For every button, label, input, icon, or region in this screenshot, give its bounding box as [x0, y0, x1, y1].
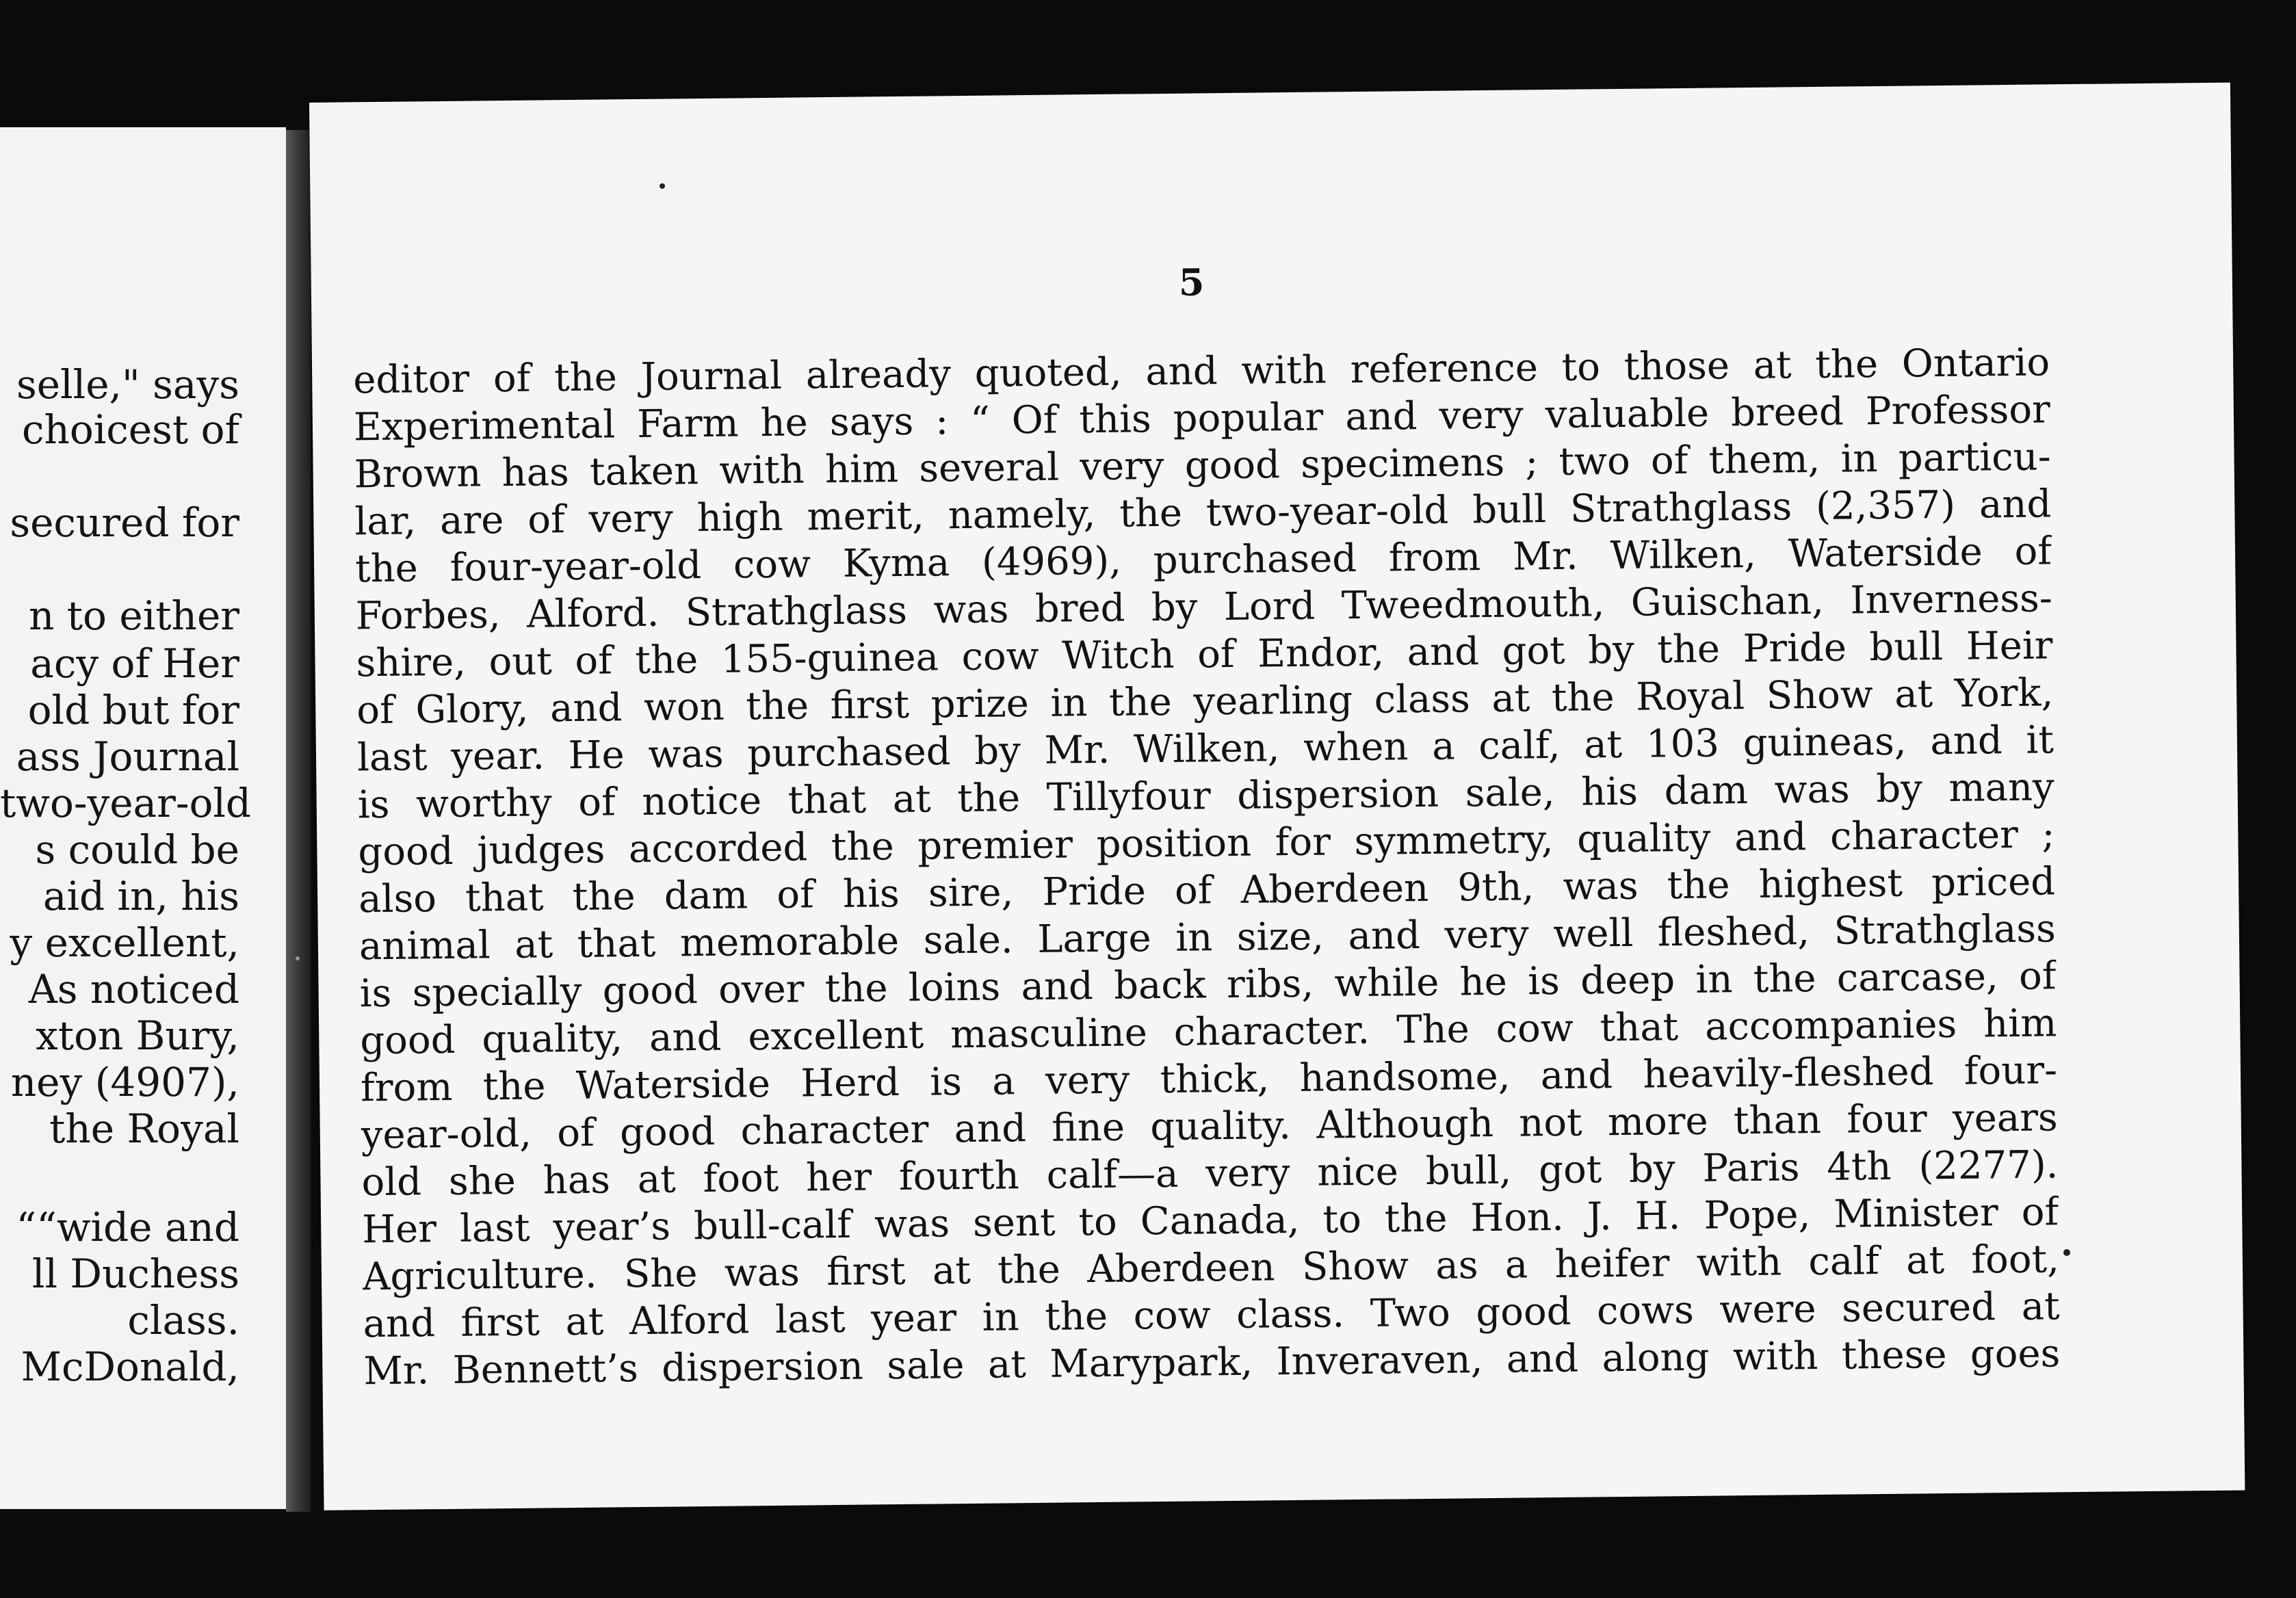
- scan-speck: [660, 183, 665, 189]
- left-line: ney (4907),: [10, 1059, 239, 1105]
- left-line: class.: [127, 1297, 239, 1344]
- left-line: ll Duchess: [31, 1250, 239, 1297]
- text-line: shire, out of the 155-guinea cow Witch of Endor, and got by the Pride bull Heir: [356, 623, 2053, 686]
- text-line: Agriculture. She was first at the Aberdeen Show as a heifer with calf at foot,: [362, 1237, 2060, 1300]
- scan-speck: [2063, 1249, 2070, 1256]
- right-page: [309, 83, 2245, 1510]
- text-line: lar, are of very high merit, namely, the two-year-old bull Strathglass (2,357) and: [354, 482, 2052, 545]
- left-line: n to either: [28, 592, 239, 639]
- text-line: is specially good over the loins and back ribs, while he is deep in the carcase, of: [359, 954, 2057, 1017]
- text-line: Her last year’s bull-calf was sent to Canada, to the Hon. J. H. Pope, Minister of: [361, 1190, 2059, 1253]
- text-line: editor of the Journal already quoted, and with reference to those at the Ontario: [352, 340, 2050, 403]
- left-line: aid in, his: [42, 873, 239, 919]
- left-line: selle," says: [16, 361, 239, 408]
- left-line: the Royal: [49, 1105, 239, 1152]
- left-line: old but for: [27, 687, 239, 733]
- text-line: of Glory, and won the first prize in the yearling class at the Royal Show at York,: [356, 670, 2054, 733]
- text-line: Experimental Farm he says : “ Of this popular and very valuable breed Professor: [353, 387, 2051, 450]
- body-text: [353, 339, 2061, 1395]
- text-line: from the Waterside Herd is a very thick, handsome, and heavily-fleshed four-: [360, 1048, 2058, 1111]
- text-line: Brown has taken with him several very good specimens ; two of them, in particu-: [354, 434, 2051, 497]
- text-line: Mr. Bennett’s dispersion sale at Marypark, Inveraven, and along with these goes: [363, 1331, 2061, 1394]
- scan-speck: [296, 956, 300, 960]
- text-line: old she has at foot her fourth calf—a very nice bull, got by Paris 4th (2277).: [361, 1142, 2059, 1205]
- left-line: ass Journal: [16, 733, 239, 780]
- text-line: animal at that memorable sale. Large in size, and very well fleshed, Strathglass: [358, 906, 2057, 969]
- text-line: Forbes, Alford. Strathglass was bred by Lord Tweedmouth, Guischan, Inverness-: [355, 576, 2053, 639]
- left-line: ““wide and: [16, 1204, 239, 1250]
- text-line: good quality, and excellent masculine character. The cow that accompanies him: [360, 1001, 2057, 1064]
- left-line: xton Bury,: [36, 1012, 239, 1059]
- left-line: choicest of: [21, 406, 239, 453]
- text-line: is worthy of notice that at the Tillyfour dispersion sale, his dam was by many: [357, 765, 2054, 828]
- text-line: last year. He was purchased by Mr. Wilken, when a calf, at 103 guineas, and it: [356, 718, 2054, 781]
- text-line: good judges accorded the premier position for symmetry, quality and character ;: [358, 812, 2055, 875]
- text-line: and first at Alford last year in the cow class. Two good cows were secured at: [363, 1284, 2060, 1347]
- left-line: s could be: [35, 826, 239, 873]
- left-line: y excellent,: [10, 919, 239, 966]
- left-line: As noticed: [28, 966, 239, 1012]
- text-line: year-old, of good character and fine quality. Although not more than four years: [361, 1095, 2059, 1158]
- left-line: two-year-old: [0, 780, 252, 826]
- book-gutter: [286, 130, 311, 1512]
- left-line: McDonald,: [21, 1344, 239, 1390]
- left-line: secured for: [10, 499, 239, 546]
- text-line: also that the dam of his sire, Pride of Aberdeen 9th, was the highest priced: [358, 859, 2056, 922]
- left-page: [0, 127, 286, 1509]
- page-number: 5: [1178, 260, 1205, 304]
- text-line: the four-year-old cow Kyma (4969), purchased from Mr. Wilken, Waterside of: [354, 529, 2052, 592]
- left-line: acy of Her: [30, 640, 239, 687]
